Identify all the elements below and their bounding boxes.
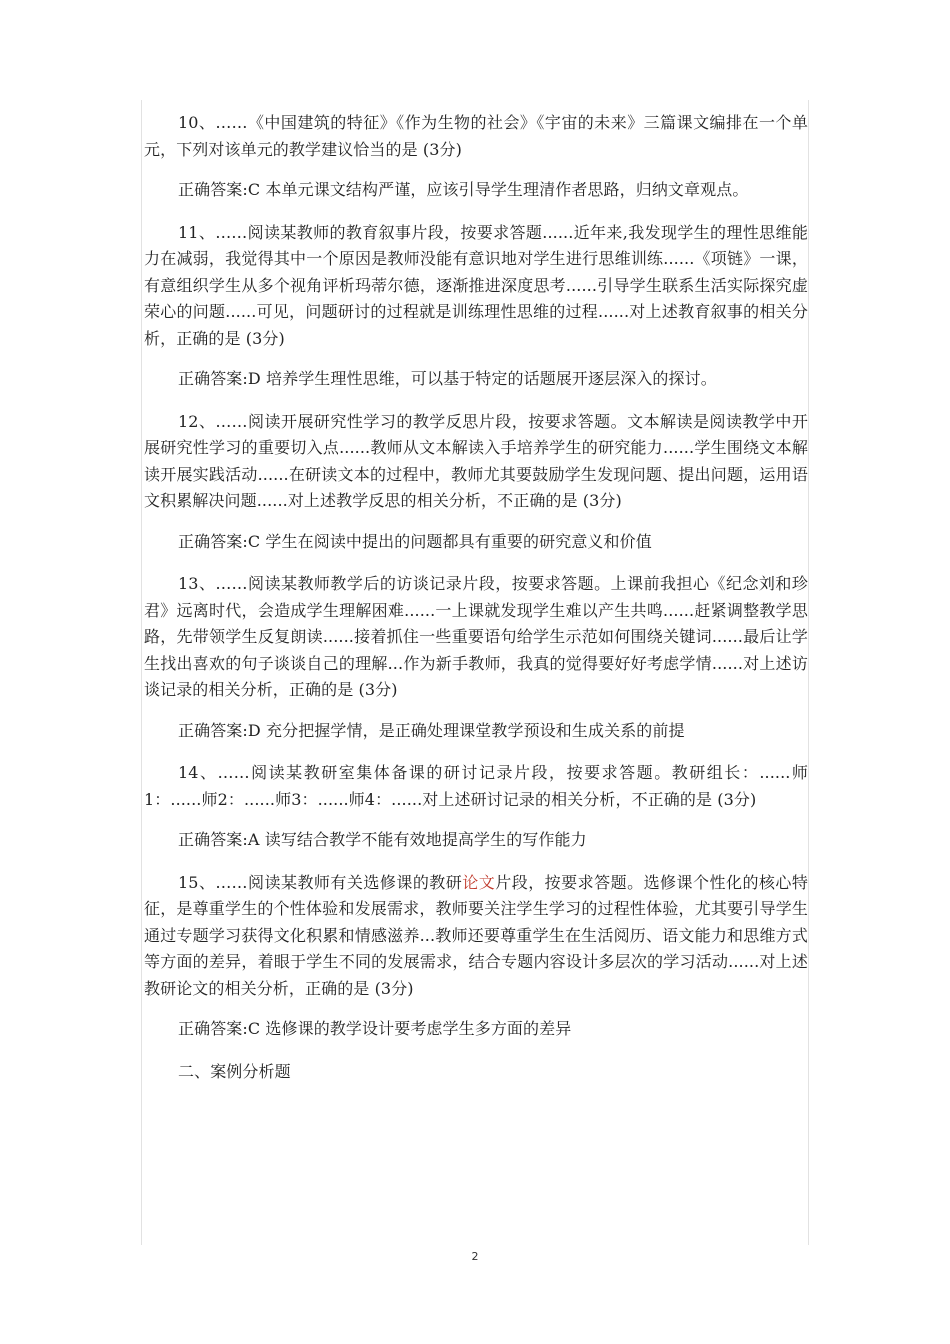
answer-11: 正确答案:D 培养学生理性思维，可以基于特定的话题展开逐层深入的探讨。 [178,369,717,388]
page-number: 2 [471,1250,479,1263]
section-heading: 二、案例分析题 [178,1061,291,1081]
answer-13: 正确答案:D 充分把握学情，是正确处理课堂教学预设和生成关系的前提 [178,720,685,740]
question-15-prefix: 15、……阅读某教师有关选修课的教研 [178,872,463,892]
answer-14: 正确答案:A 读写结合教学不能有效地提高学生的写作能力 [178,830,587,849]
page-border-right [808,100,809,1245]
question-13: 13、……阅读某教师教学后的访谈记录片段，按要求答题。上课前我担心《纪念刘和珍君》远离时代，会造成学生理解困难......一上课就发现学生难以产生共鸣......赶紧调整教学思路，先带领学生反复朗读......接着抓住一些重要语句给学生示范如何围绕关键词......最后让学生找出喜欢的句子谈谈自己的理解...作为新手教师，我真的觉得要好好考虑学情......对上述访谈记录的相关分析，正确的是 (3分) [144,574,808,699]
question-11: 11、……阅读某教师的教育叙事片段，按要求答题......近年来,我发现学生的理性思维能力在减弱，我觉得其中一个原因是教师没能有意识地对学生进行思维训练......《项链》一课，有意组织学生从多个视角评析玛蒂尔德，逐渐推进深度思考......引导学生联系生活实际探究虚荣心的问题......可见，问题研讨的过程就是训练理性思维的过程......对上述教育叙事的相关分析，正确的是 (3分) [144,222,808,348]
question-15-suffix: 片段，按要求答题。选修课个性化的核心特征，是尊重学生的个性体验和发展需求，教师要关注学生学习的过程性体验，尤其要引导学生通过专题学习获得文化积累和情感滋养...教师还要尊重学生在生活阅历、语文能力和思维方式等方面的差异，着眼于学生不同的发展需求，结合专题内容设计多层次的学习活动......对上述教研论文的相关分析，正确的是 (3分) [144,872,808,998]
answer-15: 正确答案:C 选修课的教学设计要考虑学生多方面的差异 [178,1019,572,1038]
question-15-highlight-link[interactable]: 论文 [462,872,496,892]
question-14: 14、……阅读某教研室集体备课的研讨记录片段，按要求答题。教研组长：......师1：......师2：......师3：......师4：......对上述研讨记录的相关分析，不正确的是 (3分) [144,763,808,809]
answer-12: 正确答案:C 学生在阅读中提出的问题都具有重要的研究意义和价值 [178,531,652,551]
page-border-left [141,100,142,1245]
question-12: 12、……阅读开展研究性学习的教学反思片段，按要求答题。文本解读是阅读教学中开展研究性学习的重要切入点......教师从文本解读入手培养学生的研究能力......学生围绕文本解读开展实践活动......在研读文本的过程中，教师尤其要鼓励学生发现问题、提出问题，运用语文积累解决问题......对上述教学反思的相关分析，不正确的是 (3分) [144,411,808,510]
question-15 [144,870,808,1003]
question-10: 10、……《中国建筑的特征》《作为生物的社会》《宇宙的未来》三篇课文编排在一个单元，下列对该单元的教学建议恰当的是 (3分) [144,113,808,159]
answer-10: 正确答案:C 本单元课文结构严谨，应该引导学生理清作者思路，归纳文章观点。 [178,180,749,199]
page-content [144,110,808,1099]
